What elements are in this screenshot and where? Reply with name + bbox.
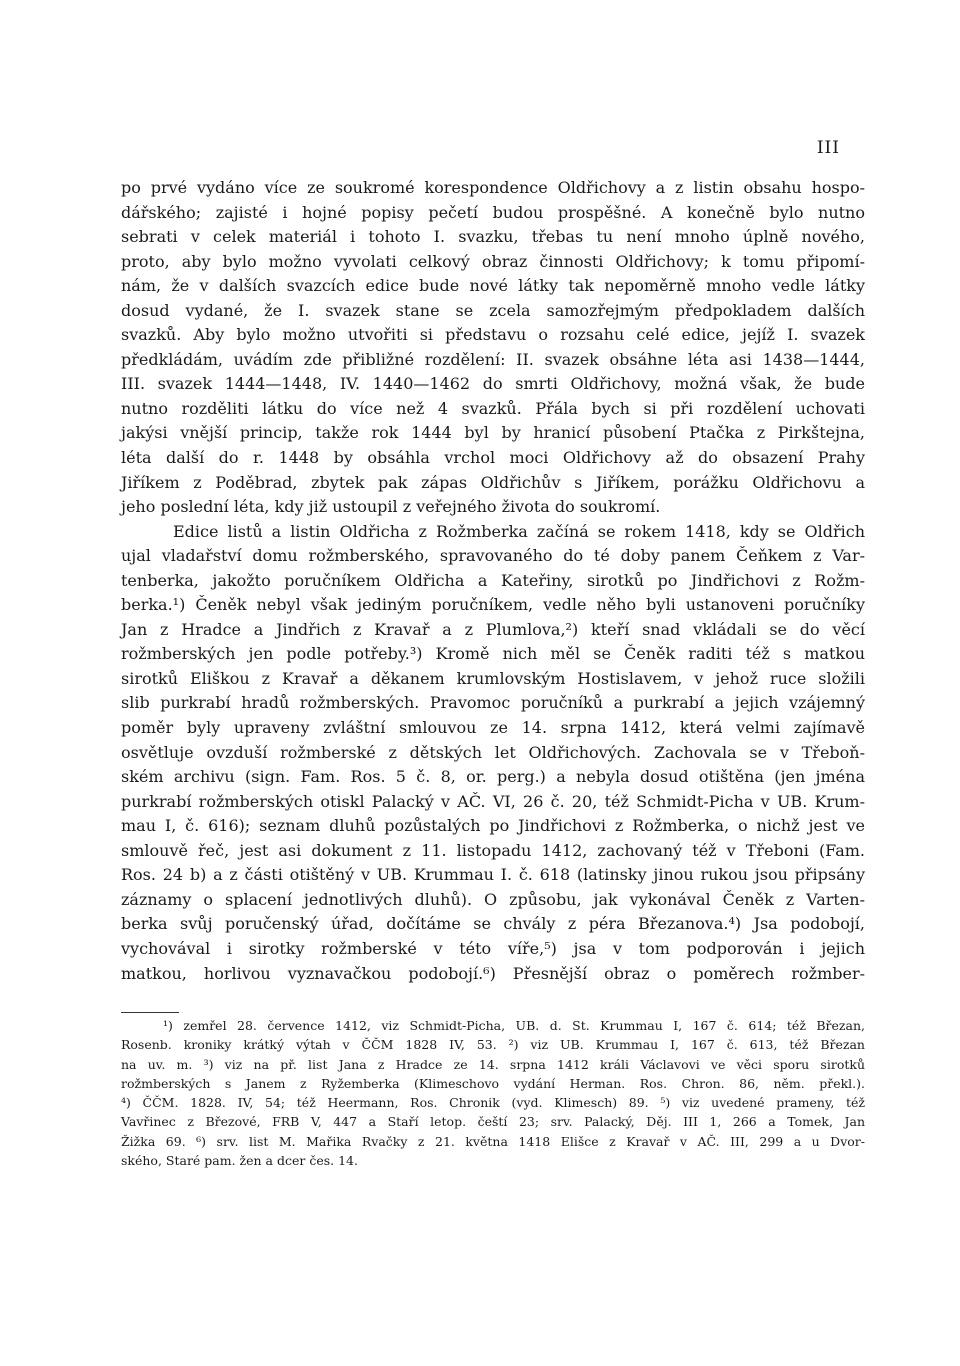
text-line: ském archivu (sign. Fam. Ros. 5 č. 8, or. perg.) a nebyla dosud otištěna (jen jména (121, 767, 865, 787)
footnote-line: rožmberských s Janem z Ryžemberka (Klimeschovo vydání Herman. Ros. Chron. 86, něm. překl.). (121, 1075, 865, 1091)
text-line: nám, že v dalších svazcích edice bude nové látky tak nepoměrně mnoho vedle látky (121, 276, 865, 296)
text-line: dářského; zajisté i hojné popisy pečetí budou prospěšné. A konečně bylo nutno (121, 202, 865, 222)
text-line: matkou, horlivou vyznavačkou podobojí.⁶) Přesnější obraz o poměrech rožmber- (121, 963, 865, 983)
text-line: ujal vladařství domu rožmberského, spravovaného do té doby panem Čeňkem z Var- (121, 546, 865, 566)
text-line: rožmberských jen podle potřeby.³) Kromě nich měl se Čeněk raditi též s matkou (121, 644, 865, 664)
text-line: jakýsi vnější princip, takže rok 1444 byl by hranicí působení Ptačka z Pirkštejna, (121, 423, 865, 443)
text-line: poměr byly upraveny zvláštní smlouvou ze 14. srpna 1412, která velmi zajímavě (121, 718, 865, 738)
text-line: dosud vydané, že I. svazek stane se zcela samozřejmým předpokladem dalších (121, 300, 865, 320)
footnote-line: na uv. m. ³) viz na př. list Jana z Hradce ze 14. srpna 1412 králi Václavovi ve věci sporu sirotků (121, 1056, 865, 1072)
text-line: vychovával i sirotky rožmberské v této víře,⁵) jsa v tom podporován i jejich (121, 938, 865, 958)
text-line: berka svůj poručenský úřad, dočítáme se chvály z péra Březanova.⁴) Jsa podobojí, (121, 914, 865, 934)
text-line: záznamy o splacení jednotlivých dluhů). O způsobu, jak vykonával Čeněk z Varten- (121, 889, 865, 909)
text-line: III. svazek 1444—1448, IV. 1440—1462 do smrti Oldřichovy, možná však, že bude (121, 374, 865, 394)
text-line: sebrati v celek materiál i tohoto I. svazku, třebas tu není mnoho úplně nového, (121, 227, 865, 247)
body-text (121, 176, 865, 986)
text-line: Edice listů a listin Oldřicha z Rožmberka začíná se rokem 1418, kdy se Oldřich (173, 521, 865, 541)
text-line: sirotků Eliškou z Kravař a děkanem krumlovským Hostislavem, v jehož ruce složili (121, 668, 865, 688)
text-line: smlouvě řeč, jest asi dokument z 11. listopadu 1412, zachovaný též v Třeboni (Fam. (121, 840, 865, 860)
text-line: předkládám, uvádím zde přibližné rozdělení: II. svazek obsáhne léta asi 1438—1444, (121, 349, 865, 369)
text-line: osvětluje ovzduší rožmberské z dětských let Oldřichových. Zachovala se v Třeboň- (121, 742, 865, 762)
text-line: slib purkrabí hradů rožmberských. Pravomoc poručníků a purkrabí a jejich vzájemný (121, 693, 865, 713)
text-line: mau I, č. 616); seznam dluhů pozůstalých po Jindřichovi z Rožmberka, o nichž jest ve (121, 816, 865, 836)
footnote-line: Žižka 69. ⁶) srv. list M. Mařika Rvačky z 21. května 1418 Elišce z Kravař v AČ. III, 299 a u Dvor- (121, 1133, 865, 1149)
text-line: tenberka, jakožto poručníkem Oldřicha a Kateřiny, sirotků po Jindřichovi z Rožm- (121, 570, 865, 590)
text-line: Jan z Hradce a Jindřich z Kravař a z Plumlova,²) kteří snad vkládali se do věcí (121, 619, 865, 639)
text-line: Jiříkem z Poděbrad, zbytek pak zápas Oldřichův s Jiříkem, porážku Oldřichovu a (121, 472, 865, 492)
text-line: léta další do r. 1448 by obsáhla vrchol moci Oldřichovy až do obsazení Prahy (121, 448, 865, 468)
paragraph-1 (121, 176, 865, 520)
text-line: Ros. 24 b) a z části otištěný v UB. Krummau I. č. 618 (latinsky jinou rukou jsou připsány (121, 865, 865, 885)
footnote-line: ⁴) ČČM. 1828. IV, 54; též Heermann, Ros. Chronik (vyd. Klimesch) 89. ⁵) viz uvedené prameny, též (121, 1095, 865, 1111)
footnotes (121, 1016, 865, 1170)
text-line: proto, aby bylo možno vyvolati celkový obraz činnosti Oldřichovy; k tomu připomí- (121, 251, 865, 271)
footnote-line: ¹) zemřel 28. července 1412, viz Schmidt-Picha, UB. d. St. Krummau I, 167 č. 614; též Březan, (163, 1018, 865, 1033)
text-line: nutno rozděliti látku do více než 4 svazků. Přála bych si při rozdělení uchovati (121, 398, 865, 418)
footnote-separator (121, 1012, 179, 1013)
text-line: svazků. Aby bylo možno utvořiti si představu o rozsahu celé edice, jejíž I. svazek (121, 325, 865, 345)
paragraph-2 (121, 520, 865, 986)
text-line: jeho poslední léta, kdy již ustoupil z veřejného života do soukromí. (121, 497, 661, 517)
footnote-line: ského, Staré pam. žen a dcer čes. 14. (121, 1153, 358, 1169)
text-line: po prvé vydáno více ze soukromé korespondence Oldřichovy a z listin obsahu hospo- (121, 178, 865, 197)
footnote-line: Vavřinec z Březové, FRB V, 447 a Staří letop. čeští 23; srv. Palacký, Děj. III 1, 266 a Tomek, Jan (121, 1114, 865, 1130)
text-line: berka.¹) Čeněk nebyl však jediným poručníkem, vedle něho byli ustanoveni poručníky (121, 595, 865, 615)
page-number: III (816, 138, 840, 158)
text-line: purkrabí rožmberských otiskl Palacký v AČ. VI, 26 č. 20, též Schmidt-Picha v UB. Krum- (121, 791, 865, 811)
footnote-line: Rosenb. kroniky krátký výtah v ČČM 1828 IV, 53. ²) viz UB. Krummau I, 167 č. 613, též Březan (121, 1037, 865, 1053)
